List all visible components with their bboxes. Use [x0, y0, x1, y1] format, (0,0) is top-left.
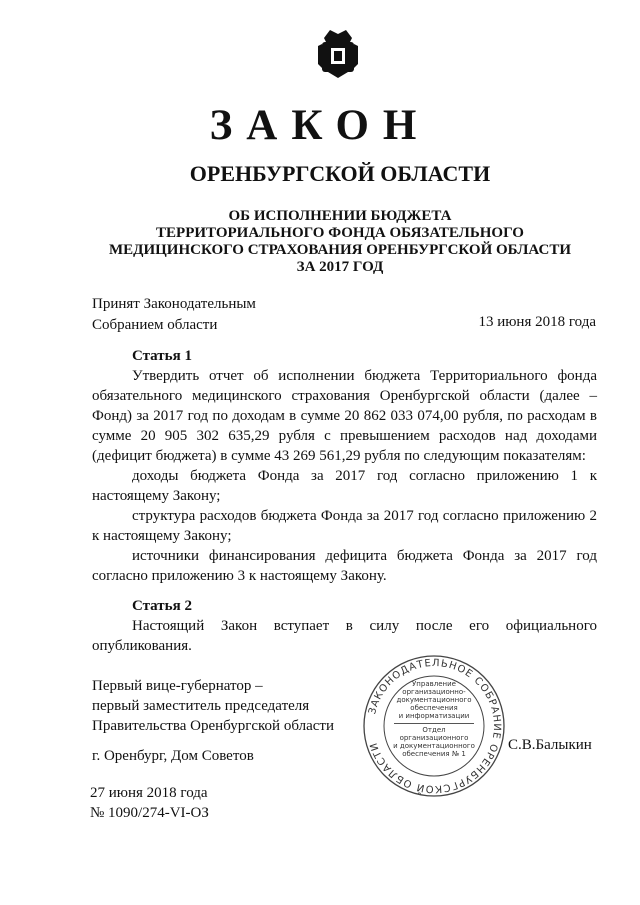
stamp-line: Отдел организационного [399, 726, 469, 742]
adoption-line: Принят Законодательным [92, 296, 256, 312]
article-2-text: Настоящий Закон вступает в силу после его официального опубликования. [92, 618, 597, 654]
adoption-line: Собранием области [92, 317, 218, 333]
stamp-line: обеспечения [410, 704, 458, 712]
article-1-item: доходы бюджета Фонда за 2017 год согласно приложению 1 к настоящему Закону; [92, 468, 597, 504]
stamp-line: и информатизации [398, 712, 470, 720]
stamp-line: и документационного [393, 742, 475, 750]
subject-line: ОБ ИСПОЛНЕНИИ БЮДЖЕТА [228, 208, 452, 224]
stamp-ring-text: ЗАКОНОДАТЕЛЬНОЕ СОБРАНИЕ ОРЕНБУРГСКОЙ ОБЛАСТИ [367, 657, 503, 795]
law-number: № 1090/274-VI-ОЗ [90, 805, 209, 821]
stamp-line: документационного [396, 696, 472, 704]
stamp-line: организационно- [402, 688, 466, 696]
article-1-item: структура расходов бюджета Фонда за 2017 год согласно приложению 2 к настоящему Закону; [92, 508, 597, 544]
stamp-line: Управление [412, 680, 456, 688]
law-title: ЗАКОН [209, 102, 431, 149]
subject-line: ЗА 2017 ГОД [296, 259, 384, 275]
article-1-title: Статья 1 [132, 348, 192, 364]
article-1-intro: Утвердить отчет об исполнении бюджета Территориального фонда обязательного медицинского страхования Оренбургской области (далее – Фонд) за 2017 год по доходам в сумме 20 862 033 074,00 рубля, по расходам в сумме 20 905 302 635,29 рубля с превышением расходов над доходами (дефицит бюджета) в сумме 43 269 561,29 рубля по следующим показателям: [92, 368, 597, 464]
signing-place: г. Оренбург, Дом Советов [92, 748, 254, 764]
position-line: Правительства Оренбургской области [92, 718, 334, 734]
article-2-title: Статья 2 [132, 598, 192, 614]
orenburg-coat-of-arms-icon [314, 24, 362, 80]
position-line: первый заместитель председателя [92, 698, 310, 714]
stamp-inner-text [388, 680, 480, 758]
signing-info [90, 783, 209, 823]
article-1-item: источники финансирования дефицита бюджета Фонда за 2017 год согласно приложению 3 к настоящему Закону. [92, 548, 597, 584]
signatory-name: С.В.Балыкин [508, 737, 592, 753]
subject-line: МЕДИЦИНСКОГО СТРАХОВАНИЯ ОРЕНБУРГСКОЙ ОБЛАСТИ [108, 242, 571, 258]
law-subject [90, 208, 590, 276]
signing-date: 27 июня 2018 года [90, 785, 208, 801]
region-title: ОРЕНБУРГСКОЙ ОБЛАСТИ [189, 161, 491, 186]
stamp-line: обеспечения № 1 [402, 750, 466, 758]
adoption-block [92, 294, 352, 336]
signatory-position [92, 676, 352, 736]
adoption-date: 13 июня 2018 года [478, 314, 596, 330]
subject-line: ТЕРРИТОРИАЛЬНОГО ФОНДА ОБЯЗАТЕЛЬНОГО [156, 225, 524, 241]
position-line: Первый вице-губернатор – [92, 678, 263, 694]
